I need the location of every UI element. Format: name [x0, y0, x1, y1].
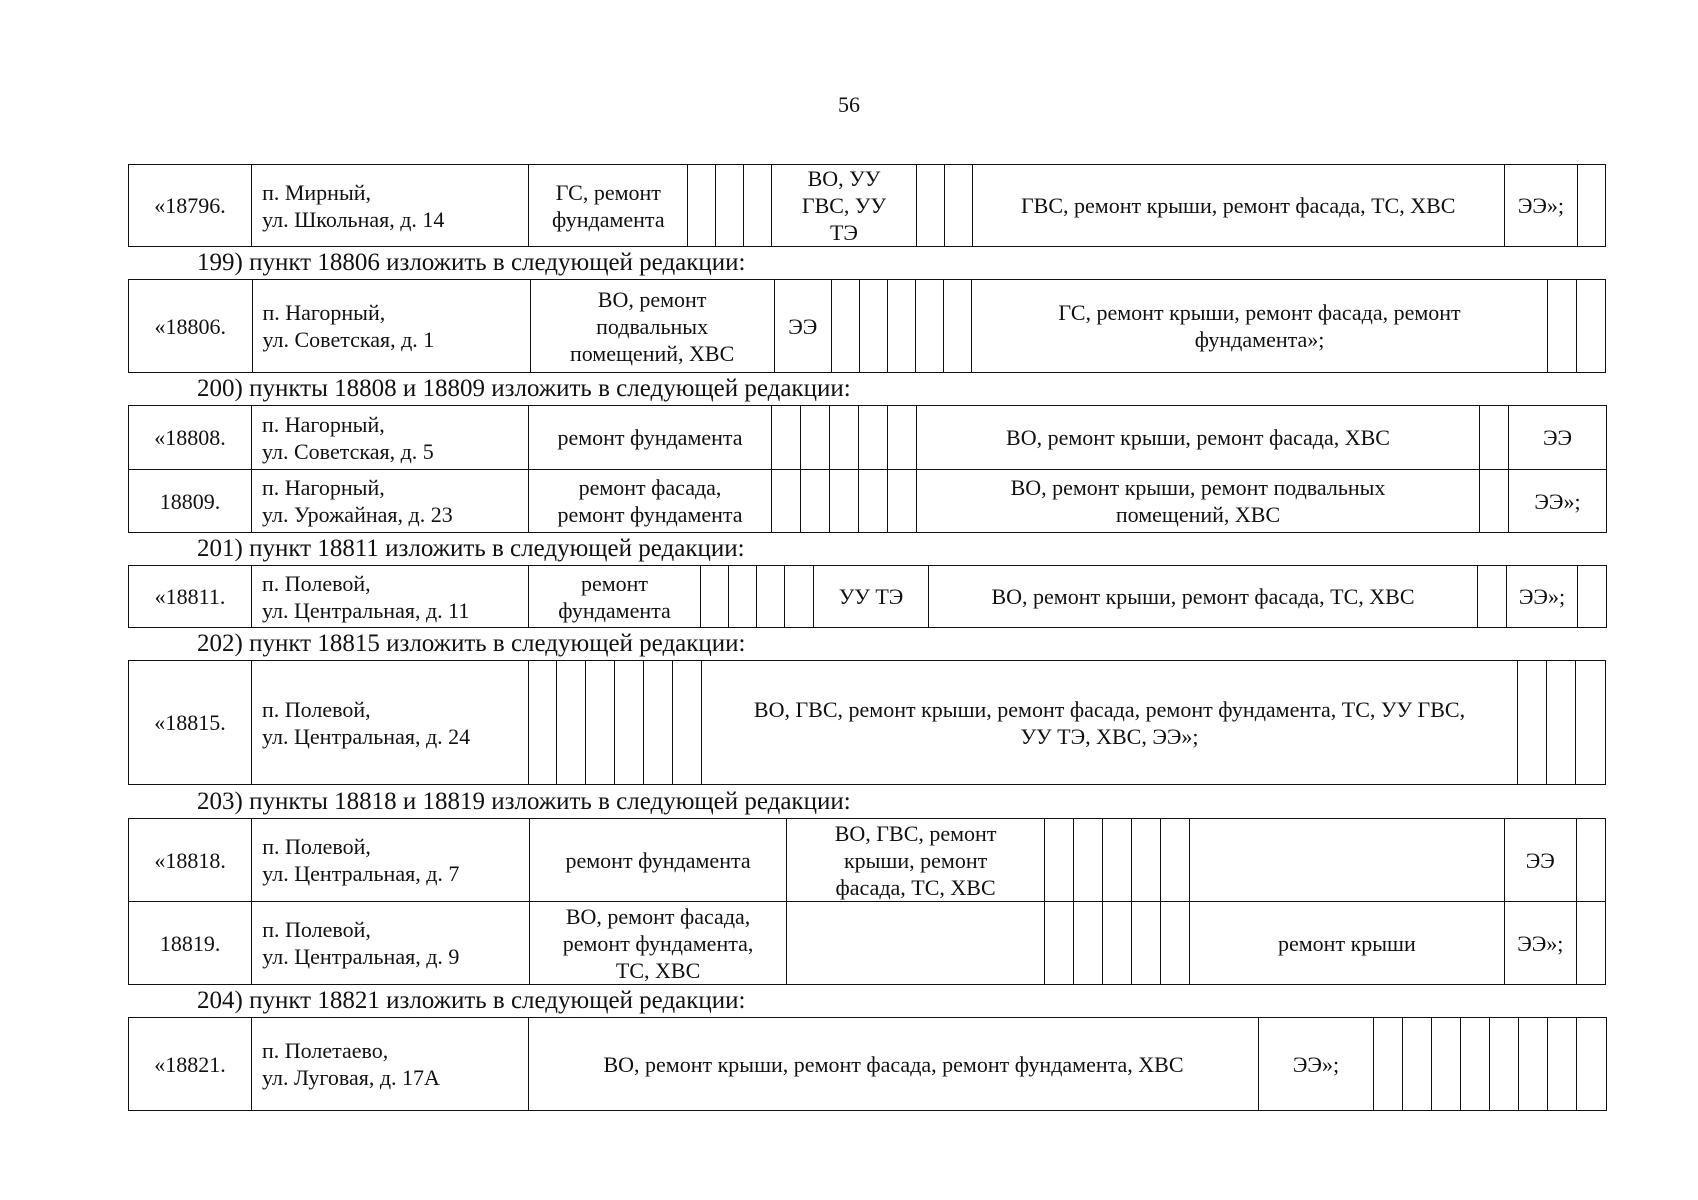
empty-cell	[644, 661, 673, 785]
empty-cell	[1131, 902, 1160, 985]
empty-cell	[1578, 566, 1607, 628]
empty-cell	[1547, 661, 1576, 785]
empty-cell	[888, 470, 917, 533]
empty-cell	[557, 661, 586, 785]
entry-table-18818	[128, 818, 1606, 985]
instruction-204: 204) пункт 18821 изложить в следующей редакции:	[197, 987, 746, 1014]
entry-address: п. Полевой, ул. Центральная, д. 9	[252, 902, 530, 985]
entry-address: п. Нагорный, ул. Советская, д. 5	[252, 406, 529, 470]
empty-cell	[1576, 902, 1605, 985]
empty-cell	[716, 165, 744, 247]
empty-cell	[1403, 1018, 1432, 1111]
work-cell: ВО, УУ ГВС, УУ ТЭ	[772, 165, 916, 247]
entry-number: «18811.	[129, 566, 252, 628]
entry-table-18815	[128, 660, 1606, 785]
empty-cell	[785, 566, 814, 628]
empty-cell	[1577, 1018, 1607, 1111]
work-cell: ремонт фундамента	[529, 406, 772, 470]
work-cell	[1190, 819, 1505, 902]
instruction-200: 200) пункты 18808 и 18809 изложить в следующей редакции:	[197, 375, 851, 402]
entry-number: 18809.	[129, 470, 252, 533]
work-cell: ВО, ремонт подвальных помещений, ХВС	[530, 280, 774, 373]
work-cell: ремонт фундамента	[529, 819, 787, 902]
entry-table-18806	[128, 279, 1606, 373]
empty-cell	[888, 280, 916, 373]
work-cell: ЭЭ»;	[1504, 165, 1577, 247]
empty-cell	[801, 470, 830, 533]
work-cell: ремонт фундамента	[529, 566, 701, 628]
entry-address: п. Полевой, ул. Центральная, д. 7	[252, 819, 530, 902]
empty-cell	[1518, 661, 1547, 785]
empty-cell	[1073, 902, 1102, 985]
empty-cell	[916, 280, 944, 373]
entry-table-18811	[128, 565, 1607, 628]
empty-cell	[1576, 819, 1605, 902]
empty-cell	[1480, 406, 1509, 470]
work-cell: ВО, ГВС, ремонт крыши, ремонт фасада, ремонт фундамента, ТС, УУ ГВС, УУ ТЭ, ХВС, ЭЭ»;	[702, 661, 1518, 785]
work-cell: ЭЭ	[774, 280, 831, 373]
entry-table-18821	[128, 1017, 1607, 1111]
entry-number: «18806.	[129, 280, 253, 373]
entry-number: «18821.	[129, 1018, 252, 1111]
entry-address: п. Полетаево, ул. Луговая, д. 17А	[252, 1018, 529, 1111]
entry-address: п. Нагорный, ул. Урожайная, д. 23	[252, 470, 529, 533]
empty-cell	[830, 470, 859, 533]
empty-cell	[1044, 902, 1073, 985]
entry-number: «18796.	[129, 165, 252, 247]
empty-cell	[744, 165, 772, 247]
work-cell: ЭЭ»;	[1504, 902, 1576, 985]
empty-cell	[586, 661, 615, 785]
work-cell: ЭЭ»;	[1259, 1018, 1374, 1111]
entry-table-18796	[128, 164, 1606, 247]
work-cell: ремонт фасада, ремонт фундамента	[529, 470, 772, 533]
work-cell: ЭЭ	[1504, 819, 1576, 902]
entry-address: п. Полевой, ул. Центральная, д. 24	[252, 661, 529, 785]
work-cell: ВО, ремонт крыши, ремонт фасада, ТС, ХВС	[929, 566, 1478, 628]
empty-cell	[1478, 566, 1507, 628]
empty-cell	[859, 280, 887, 373]
empty-cell	[1374, 1018, 1403, 1111]
empty-cell	[529, 661, 557, 785]
work-cell: ЭЭ»;	[1509, 470, 1607, 533]
empty-cell	[1131, 819, 1160, 902]
empty-cell	[701, 566, 729, 628]
empty-cell	[688, 165, 716, 247]
work-cell: ГС, ремонт крыши, ремонт фасада, ремонт фундамента»;	[972, 280, 1547, 373]
empty-cell	[772, 470, 801, 533]
entry-address: п. Полевой, ул. Центральная, д. 11	[252, 566, 529, 628]
empty-cell	[831, 280, 859, 373]
work-cell: ВО, ремонт крыши, ремонт фасада, ремонт фундамента, ХВС	[529, 1018, 1259, 1111]
empty-cell	[772, 406, 801, 470]
empty-cell	[1548, 1018, 1577, 1111]
empty-cell	[1461, 1018, 1490, 1111]
instruction-203: 203) пункты 18818 и 18819 изложить в следующей редакции:	[197, 788, 851, 815]
entry-number: «18808.	[129, 406, 252, 470]
work-cell: ВО, ремонт фасада, ремонт фундамента, ТС, ХВС	[529, 902, 787, 985]
empty-cell	[1480, 470, 1509, 533]
empty-cell	[1102, 902, 1131, 985]
empty-cell	[859, 406, 888, 470]
empty-cell	[1490, 1018, 1519, 1111]
empty-cell	[916, 165, 944, 247]
empty-cell	[757, 566, 785, 628]
empty-cell	[1577, 165, 1605, 247]
empty-cell	[830, 406, 859, 470]
empty-cell	[729, 566, 757, 628]
entry-number: «18815.	[129, 661, 252, 785]
empty-cell	[787, 902, 1045, 985]
empty-cell	[944, 165, 972, 247]
instruction-199: 199) пункт 18806 изложить в следующей редакции:	[197, 249, 746, 276]
empty-cell	[1432, 1018, 1461, 1111]
entry-number: «18818.	[129, 819, 252, 902]
empty-cell	[1519, 1018, 1548, 1111]
empty-cell	[801, 406, 830, 470]
work-cell: ЭЭ»;	[1507, 566, 1578, 628]
work-cell: ВО, ремонт крыши, ремонт подвальных помещений, ХВС	[917, 470, 1480, 533]
entry-table-18808	[128, 405, 1607, 533]
empty-cell	[1576, 280, 1605, 373]
entry-address: п. Нагорный, ул. Советская, д. 1	[252, 280, 530, 373]
work-cell: ВО, ремонт крыши, ремонт фасада, ХВС	[917, 406, 1480, 470]
work-cell: ВО, ГВС, ремонт крыши, ремонт фасада, ТС, ХВС	[787, 819, 1045, 902]
empty-cell	[673, 661, 702, 785]
empty-cell	[859, 470, 888, 533]
empty-cell	[1161, 819, 1190, 902]
empty-cell	[1576, 661, 1606, 785]
empty-cell	[1102, 819, 1131, 902]
page-number: 56	[838, 92, 860, 117]
empty-cell	[1073, 819, 1102, 902]
empty-cell	[1044, 819, 1073, 902]
empty-cell	[944, 280, 972, 373]
empty-cell	[615, 661, 644, 785]
instruction-202: 202) пункт 18815 изложить в следующей редакции:	[197, 630, 746, 657]
instruction-201: 201) пункт 18811 изложить в следующей редакции:	[197, 535, 745, 562]
work-cell: ремонт крыши	[1190, 902, 1505, 985]
empty-cell	[888, 406, 917, 470]
work-cell: ГС, ремонт фундамента	[529, 165, 688, 247]
entry-number: 18819.	[129, 902, 252, 985]
empty-cell	[1161, 902, 1190, 985]
work-cell: ГВС, ремонт крыши, ремонт фасада, ТС, ХВС	[972, 165, 1504, 247]
work-cell: ЭЭ	[1509, 406, 1607, 470]
empty-cell	[1547, 280, 1576, 373]
work-cell: УУ ТЭ	[814, 566, 929, 628]
entry-address: п. Мирный, ул. Школьная, д. 14	[252, 165, 529, 247]
